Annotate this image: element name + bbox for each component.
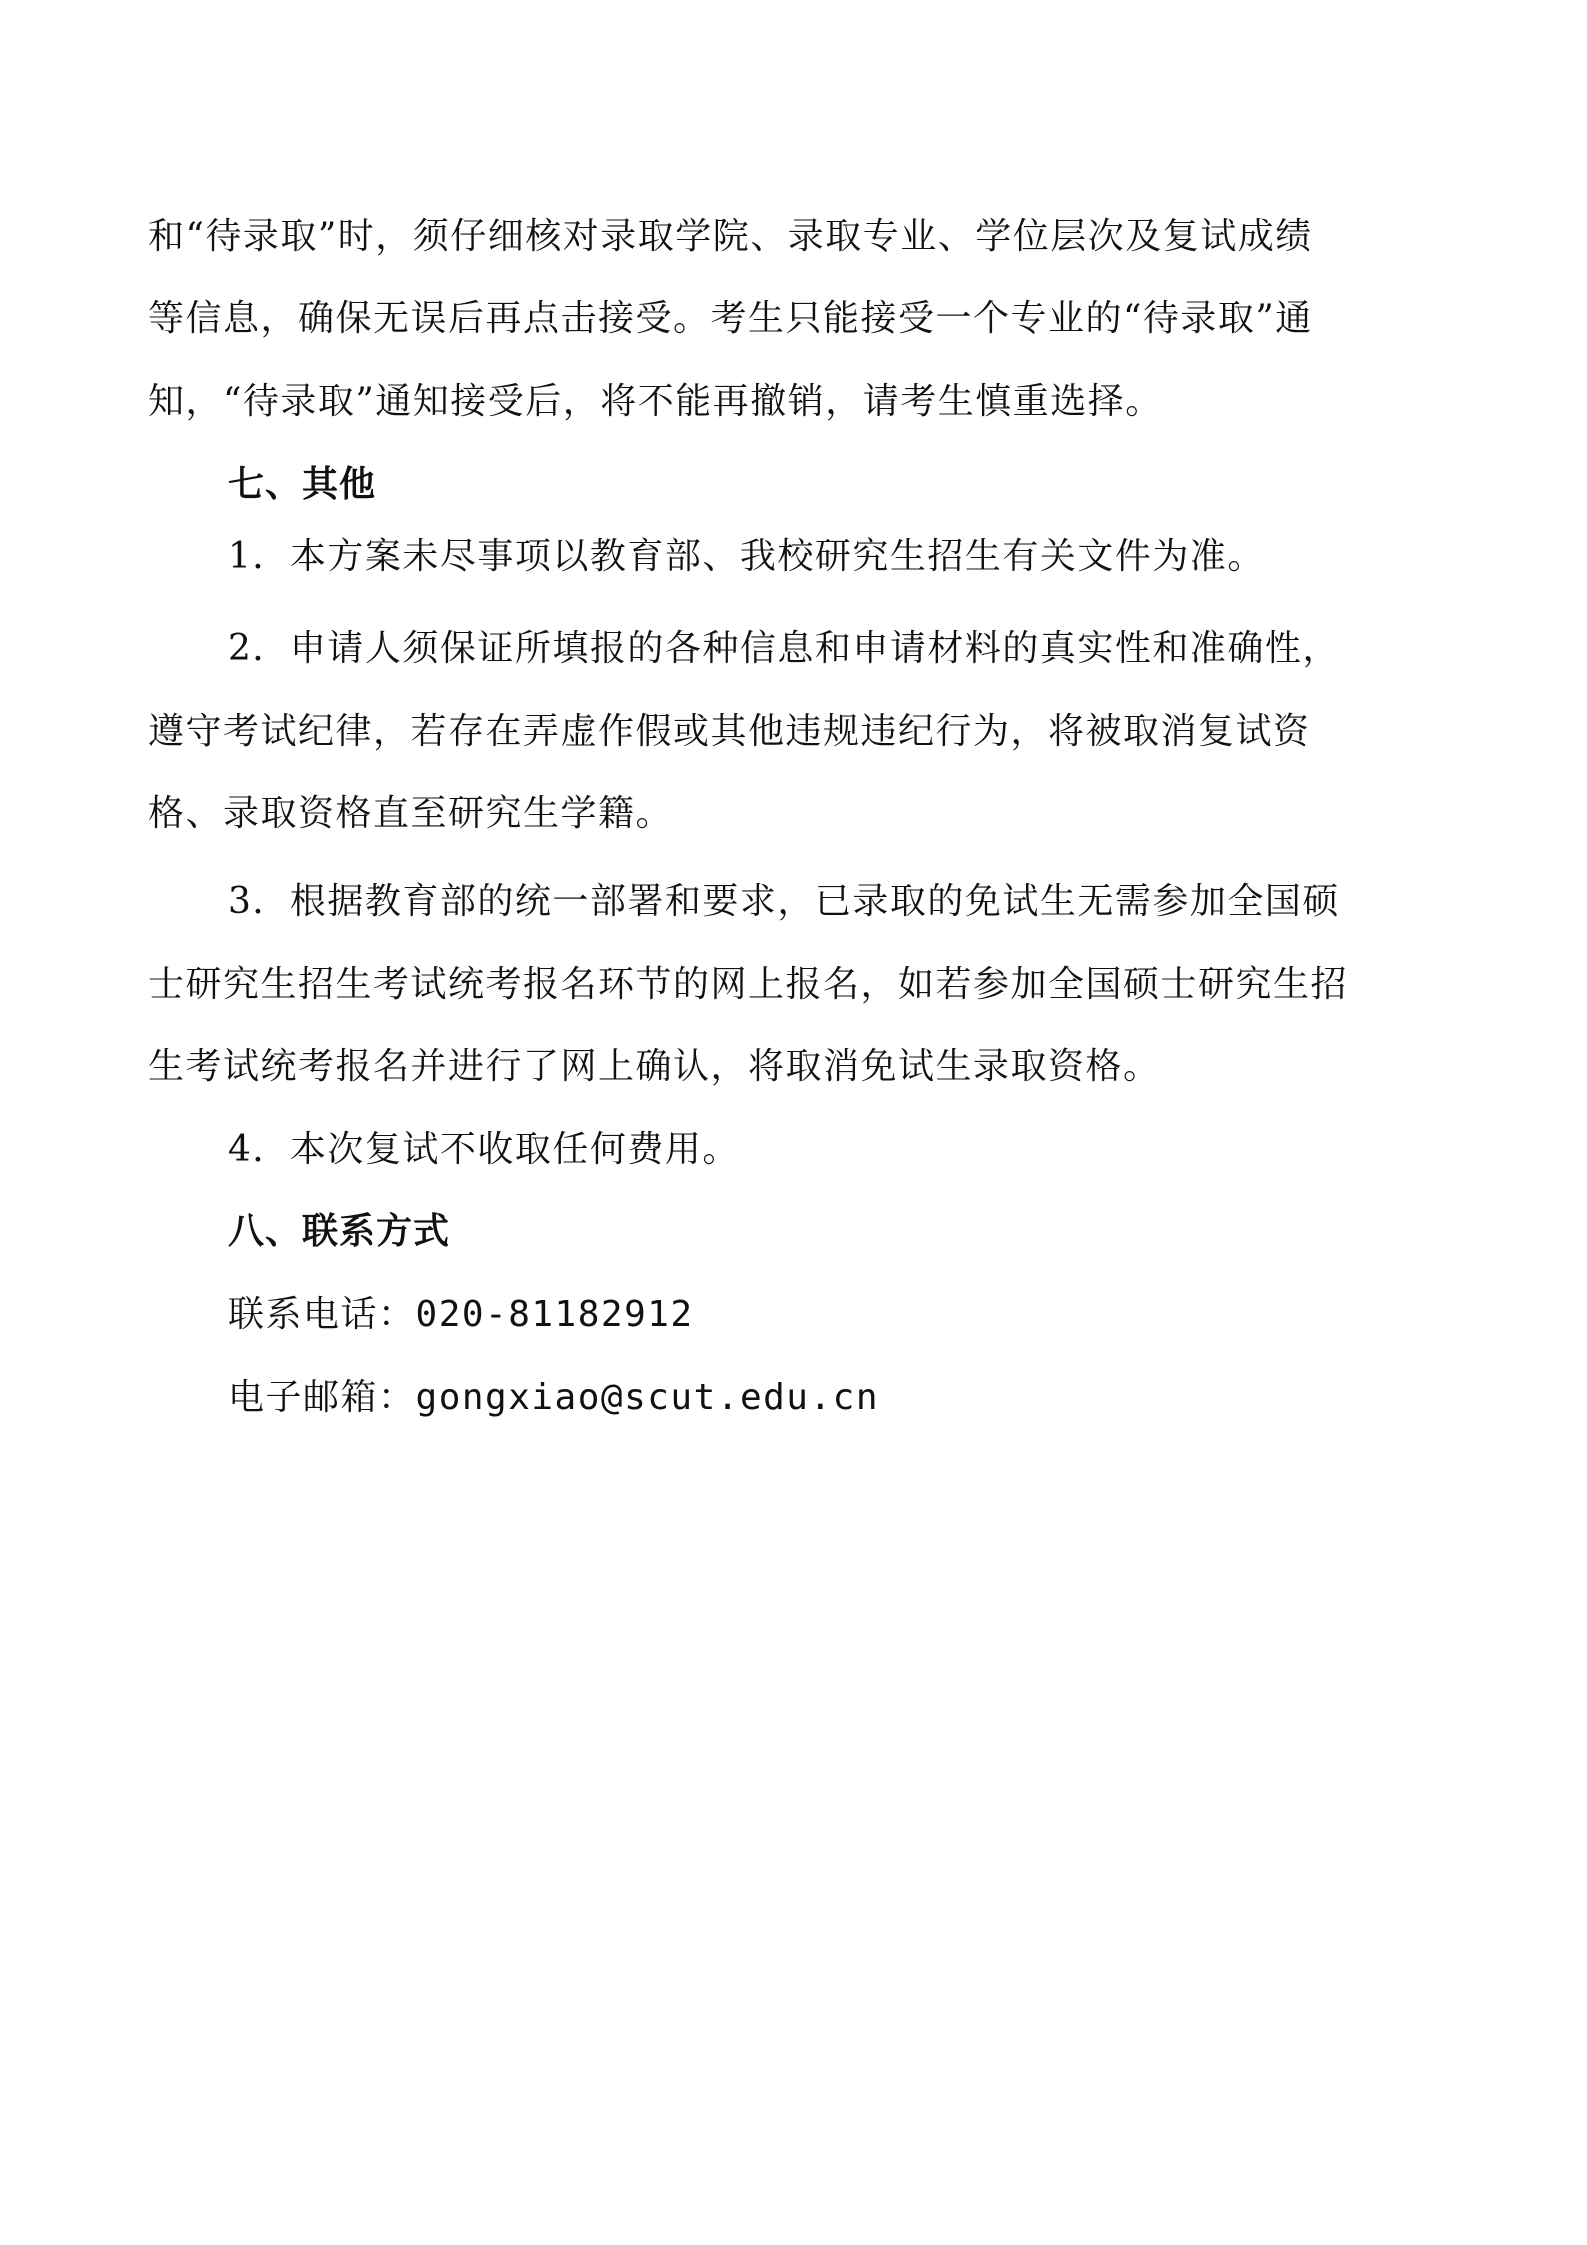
phone-label: 联系电话：	[228, 1294, 416, 1335]
contact-phone-row	[228, 1293, 1518, 1337]
text-line: 格、录取资格直至研究生学籍。	[148, 793, 674, 834]
list-item: 4．本次复试不收取任何费用。	[228, 1129, 740, 1170]
text-line: 士研究生招生考试统考报名环节的网上报名，如若参加全国硕士研究生招	[148, 964, 1349, 1005]
email-address: gongxiao@scut.edu.cn	[415, 1377, 879, 1418]
contact-email-row	[228, 1376, 1518, 1420]
section-heading-contact: 八、联系方式	[228, 1211, 451, 1252]
list-item: 2．申请人须保证所填报的各种信息和申请材料的真实性和准确性，	[228, 628, 1340, 669]
text-line: 和“待录取”时，须仔细核对录取学院、录取专业、学位层次及复试成绩	[148, 216, 1313, 257]
list-item: 1．本方案未尽事项以教育部、我校研究生招生有关文件为准。	[228, 536, 1265, 577]
text-line: 知，“待录取”通知接受后，将不能再撤销，请考生慎重选择。	[148, 381, 1163, 422]
text-line: 生考试统考报名并进行了网上确认，将取消免试生录取资格。	[148, 1046, 1161, 1087]
text-line: 等信息，确保无误后再点击接受。考生只能接受一个专业的“待录取”通	[148, 298, 1313, 339]
phone-number: 020-81182912	[415, 1294, 694, 1335]
email-label: 电子邮箱：	[228, 1377, 416, 1418]
list-item: 3．根据教育部的统一部署和要求，已录取的免试生无需参加全国硕	[228, 881, 1340, 922]
text-line: 遵守考试纪律，若存在弄虚作假或其他违规违纪行为，将被取消复试资	[148, 711, 1311, 752]
section-heading-other: 七、其他	[228, 464, 377, 505]
